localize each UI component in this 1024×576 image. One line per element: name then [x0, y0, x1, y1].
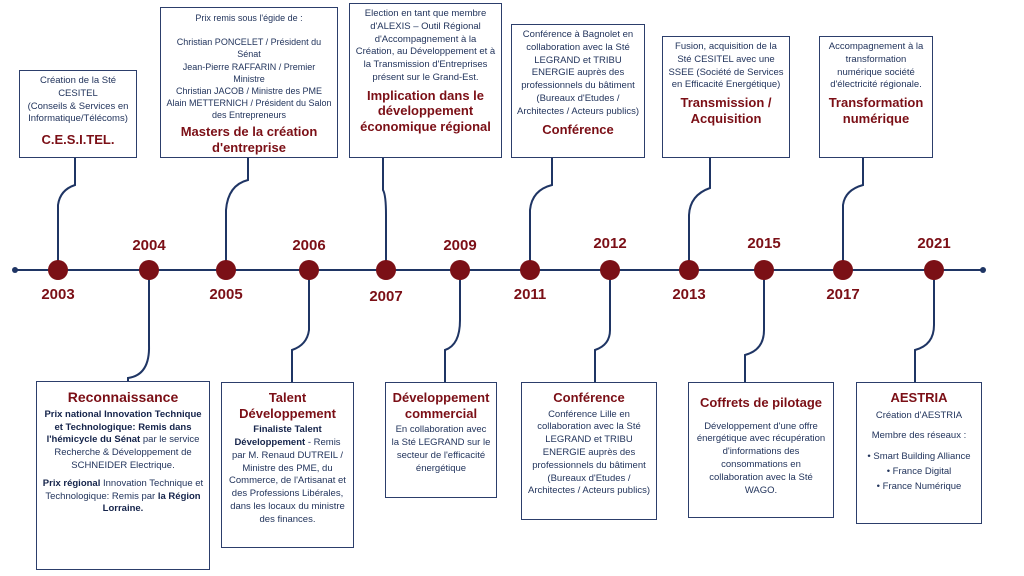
year-label-2003: 2003 [41, 286, 75, 303]
milestone-dot-2012 [600, 260, 620, 280]
event-box-2012 [521, 382, 657, 520]
event-box-2017 [819, 36, 933, 158]
event-title: Talent Développement [239, 390, 336, 421]
prize-national-text: par le service Recherche & Développement de SCHNEIDER Electrique. [54, 434, 200, 472]
event-desc: Conférence Lille en collaboration avec la Sté LEGRAND et TRIBU ENERGIE auprès des professionnels du bâtiment (Bureaux d'Etudes / Architectes / Acteurs publics) [528, 408, 650, 497]
milestone-dot-2013 [679, 260, 699, 280]
event-desc: Election en tant que membre d'ALEXIS – Outil Régional d'Accompagnement à la Création, au Développement et à la Transmission d'Entreprises présent sur le Grand-Est. [355, 8, 496, 84]
event-box-2005 [160, 7, 338, 158]
connector-2011 [530, 158, 552, 270]
connector-2021 [915, 270, 934, 382]
year-label-2006: 2006 [292, 237, 326, 254]
year-label-2011: 2011 [513, 286, 547, 303]
network-item: • France Digital [862, 466, 976, 479]
prize-regional-text: Innovation Technique et Technologique: Remis par [45, 477, 204, 502]
event-desc: Création d'AESTRIA [875, 409, 963, 421]
event-desc: Conférence à Bagnolet en collaboration avec la Sté LEGRAND et TRIBU ENERGIE auprès des professionnels du bâtiment (Bureaux d'Etudes / Architectes / Acteurs publics) [517, 29, 639, 117]
connector-2015 [745, 270, 764, 382]
event-title: Conférence [542, 121, 614, 137]
event-box-2011 [511, 24, 645, 158]
milestone-dot-2005 [216, 260, 236, 280]
event-title: Reconnaissance [67, 389, 179, 405]
milestone-dot-2004 [139, 260, 159, 280]
milestone-dot-2011 [520, 260, 540, 280]
connector-2005 [226, 158, 248, 270]
event-desc: Prix remis sous l'égide de : Christian PONCELET / Président du Sénat Jean-Pierre RAFFARIN / Premier Ministre Christian JACOB / Ministre des PME Alain METTERNICH / Président du Salon des Entrepreneurs [166, 13, 332, 121]
year-label-2012: 2012 [593, 235, 627, 252]
milestone-dot-2021 [924, 260, 944, 280]
event-desc: En collaboration avec la Sté LEGRAND sur le secteur de l'efficacité énergétique [391, 424, 491, 474]
event-desc: Développement d'une offre énergétique avec récupération d'informations des consommations en collaboration avec la Sté WAGO. [696, 420, 826, 496]
year-label-2009: 2009 [443, 237, 477, 254]
year-label-2013: 2013 [672, 286, 706, 303]
event-desc: Fusion, acquisition de la Sté CESITEL avec une SSEE (Société de Services en Efficacité Energétique) [668, 41, 784, 91]
event-box-2021 [856, 382, 982, 524]
milestone-dot-2015 [754, 260, 774, 280]
connector-2012 [595, 270, 610, 382]
year-label-2007: 2007 [369, 288, 403, 305]
event-box-2004 [36, 381, 210, 570]
connector-2009 [445, 270, 460, 382]
event-paragraph-regional [42, 478, 204, 516]
connector-2003 [58, 158, 75, 270]
milestone-dot-2017 [833, 260, 853, 280]
milestone-dot-2006 [299, 260, 319, 280]
finalist-text: - Remis par M. Renaud DUTREIL / Ministre des PME, du Commerce, de l'Artisanat et des Professions Libérales, dans les locaux du ministre des finances. [229, 437, 346, 525]
event-title: Transformation numérique [828, 95, 924, 126]
event-title: Transmission / Acquisition [680, 95, 772, 126]
network-item: • France Numérique [862, 481, 976, 494]
year-label-2015: 2015 [747, 235, 781, 252]
event-box-2013 [662, 36, 790, 158]
connector-2017 [843, 158, 863, 270]
milestone-dot-2007 [376, 260, 396, 280]
event-title: AESTRIA [890, 390, 948, 405]
event-paragraph-national [42, 409, 204, 473]
prize-regional-label: Prix régional [42, 477, 101, 489]
event-title: Masters de la création d'entreprise [180, 124, 318, 155]
event-desc: Accompagnement à la transformation numérique société d'électricité régionale. [828, 41, 924, 91]
connector-2006 [292, 270, 309, 382]
networks-label: Membre des réseaux : [871, 430, 967, 442]
year-label-2021: 2021 [917, 235, 951, 252]
prize-national-label: Prix national Innovation Technique et Technologique: Remis dans l'hémicycle du Sénat [44, 408, 202, 446]
timeline-end-point [980, 267, 986, 273]
networks-list [862, 451, 976, 493]
milestone-dot-2003 [48, 260, 68, 280]
region-name: la Région Lorraine. [102, 490, 201, 515]
network-item: • Smart Building Alliance [862, 451, 976, 464]
event-box-2003 [19, 70, 137, 158]
timeline-start-point [12, 267, 18, 273]
connector-2004 [128, 270, 149, 381]
milestone-dot-2009 [450, 260, 470, 280]
year-label-2017: 2017 [826, 286, 860, 303]
event-box-2015 [688, 382, 834, 518]
finalist-label: Finaliste Talent Développement [234, 424, 322, 448]
connector-2013 [689, 158, 710, 270]
connector-2007 [383, 158, 386, 270]
event-title: Coffrets de pilotage [699, 395, 823, 410]
event-desc [227, 424, 348, 527]
event-title: Conférence [553, 390, 625, 405]
year-label-2005: 2005 [209, 286, 243, 303]
event-title: Développement commercial [392, 390, 490, 421]
event-box-2009 [385, 382, 497, 498]
event-box-2006 [221, 382, 354, 548]
year-label-2004: 2004 [132, 237, 166, 254]
event-box-2007 [349, 3, 502, 158]
event-desc: Création de la Sté CESITEL (Conseils & Services en Informatique/Télécoms) [27, 75, 129, 125]
event-title: C.E.S.I.TEL. [41, 132, 115, 148]
event-title: Implication dans le développement économique régional [360, 87, 491, 135]
